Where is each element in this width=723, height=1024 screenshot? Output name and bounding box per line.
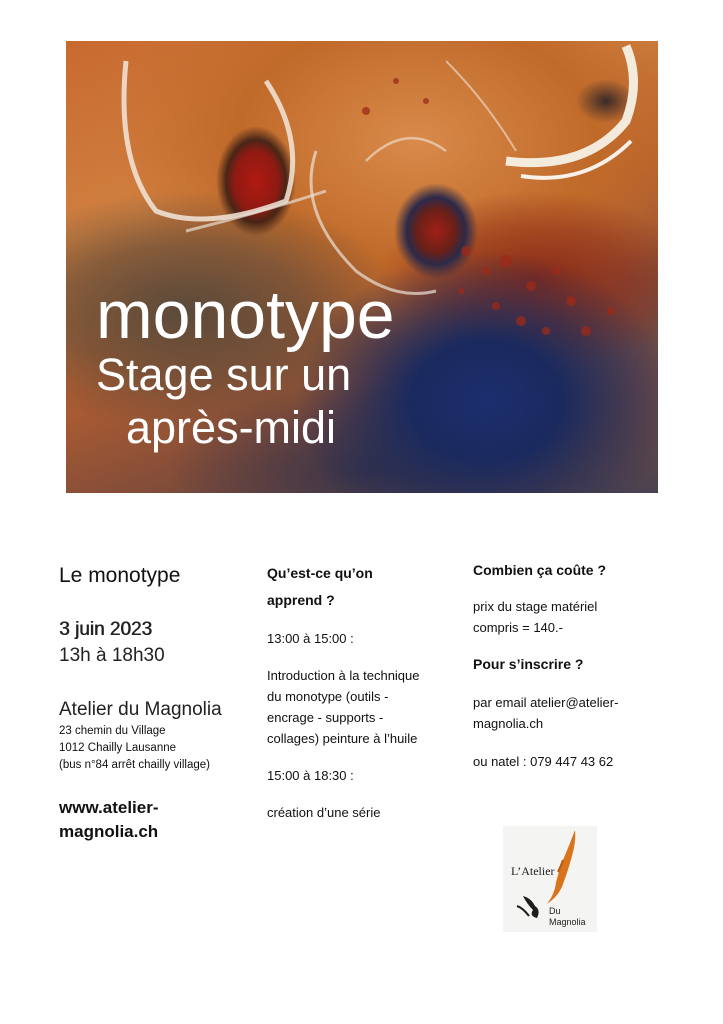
slot1-line: Introduction à la technique — [267, 668, 420, 683]
slot1-time: 13:00 à 15:00 : — [267, 631, 354, 646]
slot1-line: encrage - supports - — [267, 710, 384, 725]
slot1-line: collages) peinture à l’huile — [267, 731, 418, 746]
hero-title-line2: Stage sur un — [96, 349, 352, 400]
cost-text — [473, 596, 673, 638]
hero-title-line3: après-midi — [126, 402, 337, 453]
email-line[interactable]: par email atelier@atelier- — [473, 695, 619, 710]
logo-text: L’Atelier — [511, 864, 555, 878]
email-line[interactable]: magnolia.ch — [473, 716, 544, 731]
program-heading — [267, 560, 457, 614]
event-date: 3 juin 2023 — [59, 619, 152, 640]
slot1-line: du monotype (outils - — [267, 689, 389, 704]
info-column-middle — [267, 560, 457, 823]
logo-subtext — [549, 906, 586, 928]
event-time: 13h à 18h30 — [59, 645, 165, 666]
slot1-description — [267, 665, 457, 749]
address-line: 1012 Chailly Lausanne — [59, 742, 177, 754]
cost-line: compris = 140.- — [473, 620, 563, 635]
program-heading-line: apprend ? — [267, 592, 335, 608]
venue-name: Atelier du Magnolia — [59, 699, 222, 720]
slot2-time: 15:00 à 18:30 : — [267, 768, 354, 783]
slot2-description: création d’une série — [267, 805, 381, 820]
address-line: 23 chemin du Village — [59, 725, 166, 737]
cost-line: prix du stage matériel — [473, 599, 598, 614]
website-line[interactable]: www.atelier- — [59, 798, 159, 817]
signup-heading: Pour s’inscrire ? — [473, 656, 584, 672]
hero-image — [66, 41, 658, 493]
phone-contact[interactable]: ou natel : 079 447 43 62 — [473, 754, 614, 769]
cost-heading: Combien ça coûte ? — [473, 562, 607, 578]
info-column-right — [473, 560, 673, 772]
logo-subtext-line: Magnolia — [549, 917, 586, 927]
section-heading: Le monotype — [59, 564, 181, 587]
website-link[interactable] — [59, 796, 249, 844]
info-column-left — [59, 560, 249, 844]
program-heading-line: Qu’est-ce qu’on — [267, 565, 373, 581]
email-contact[interactable] — [473, 692, 673, 734]
atelier-logo — [503, 826, 597, 932]
hero-title-line1: monotype — [96, 277, 395, 353]
address-line: (bus n°84 arrêt chailly village) — [59, 759, 210, 771]
venue-address — [59, 723, 249, 774]
website-line[interactable]: magnolia.ch — [59, 822, 159, 841]
hero-title — [96, 277, 395, 455]
logo-subtext-line: Du — [549, 906, 561, 916]
